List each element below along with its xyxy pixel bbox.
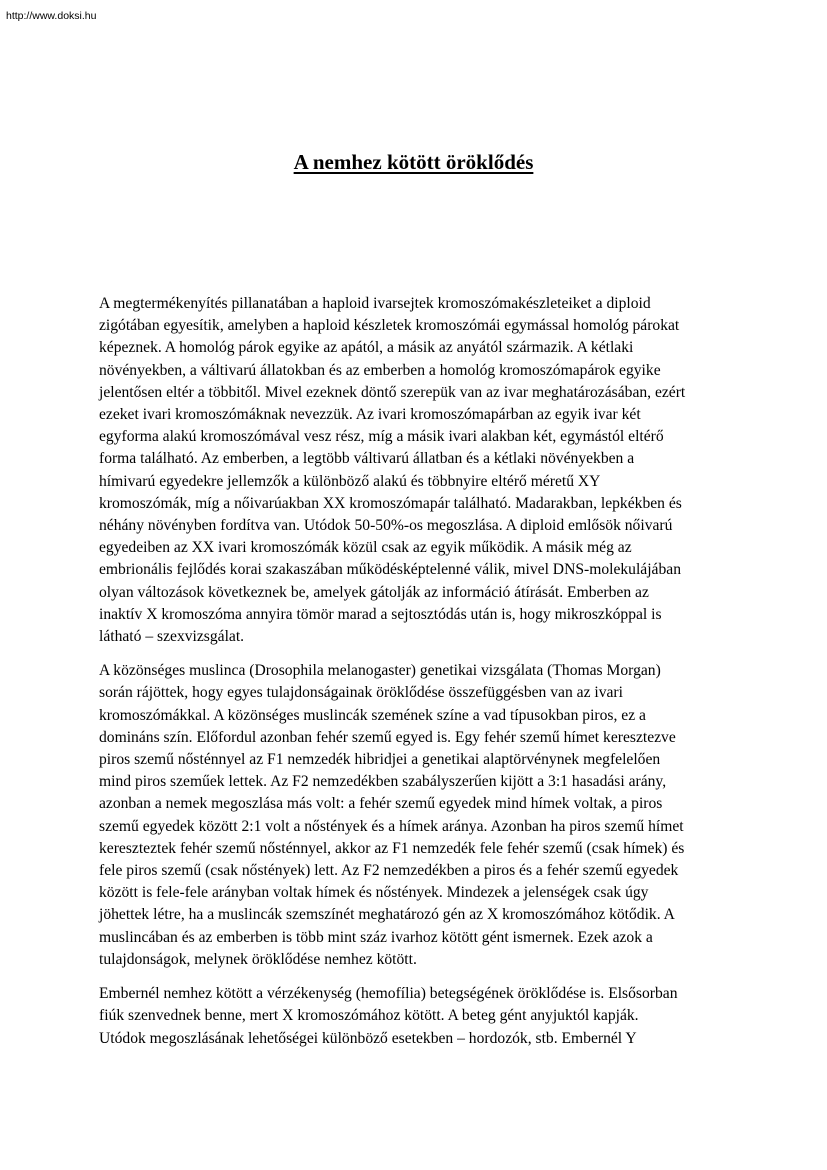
- paragraph-drosophila: A közönséges muslinca (Drosophila melanogaster) genetikai vizsgálata (Thomas Morgan) során rájöttek, hogy egyes tulajdonságainak öröklődése összefüggésben van az ivari kromoszómákkal. A közönséges muslincák szemének színe a vad típusokban piros, ez a domináns szín. Előfordul azonban fehér szemű egyed is. Egy fehér szemű hímet keresztezve piros szemű nősténnyel az F1 nemzedék hibridjei a genetikai alaptörvénynek megfelelően mind piros szeműek lettek. Az F2 nemzedékben szabályszerűen kijött a 3:1 hasadási arány, azonban a nemek megoszlása más volt: a fehér szemű egyedek mind hímek voltak, a piros szemű egyedek között 2:1 volt a nőstények és a hímek aránya. Azonban ha piros szemű hímet kereszteztek fehér szemű nősténnyel, akkor az F1 nemzedék fele fehér szemű (csak hímek) és fele piros szemű (csak nőstények) lett. Az F2 nemzedékben a piros és a fehér szemű egyedek között is fele-fele arányban voltak hímek és nőstények. Mindezek a jelenségek csak úgy jöhettek létre, ha a muslincák szemszínét meghatározó gén az X kromoszómához kötődik. A muslincában és az emberben is több mint száz ivarhoz kötött gént ismernek. Ezek azok a tulajdonságok, melynek öröklődése nemhez kötött.: [99, 662, 685, 968]
- paragraph-sex-chromosomes: A megtermékenyítés pillanatában a haploid ivarsejtek kromoszómakészleteiket a diploid zigótában egyesítik, amelyben a haploid készletek kromoszómái egymással homológ párokat képeznek. A homológ párok egyike az apától, a másik az anyától származik. A kétlaki növényekben, a váltivarú állatokban és az emberben a homológ kromoszómapárok egyike jelentősen eltér a többitől. Mivel ezeknek döntő szerepük van az ivar meghatározásában, ezért ezeket ivari kromoszómáknak nevezzük. Az ivari kromoszómapárban az egyik ivar két egyforma alakú kromoszómával vesz rész, míg a másik ivari alakban két, egymástól eltérő forma található. Az emberben, a legtöbb váltivarú állatban és a kétlaki növényekben a hímivarú egyedekre jellemzők a különböző alakú és többnyire eltérő méretű XY kromoszómák, míg a nőivarúakban XX kromoszómapár található. Madarakban, lepkékben és néhány növényben fordítva van. Utódok 50-50%-os megoszlása. A diploid emlősök nőivarú egyedeiben az XX ivari kromoszómák közül csak az egyik működik. A másik még az embrionális fejlődés korai szakaszában működésképtelenné válik, mivel DNS-molekulájában olyan változások következnek be, amelyek gátolják az információ átírását. Emberben az inaktív X kromoszóma annyira tömör marad a sejtosztódás után is, hogy mikroszkóppal is látható – szexvizsgálat.: [99, 295, 686, 646]
- source-url-link[interactable]: http://www.doksi.hu: [6, 10, 97, 22]
- document-title: A nemhez kötött öröklődés: [293, 150, 534, 174]
- document-body: [99, 293, 735, 1062]
- paragraph-hemophilia: Embernél nemhez kötött a vérzékenység (hemofília) betegségének öröklődése is. Elsősorban fiúk szenvednek benne, mert X kromoszómához kötött. A beteg gént anyjuktól kapják. Utódok megoszlásának lehetőségei különböző esetekben – hordozók, stb. Embernél Y: [99, 985, 678, 1047]
